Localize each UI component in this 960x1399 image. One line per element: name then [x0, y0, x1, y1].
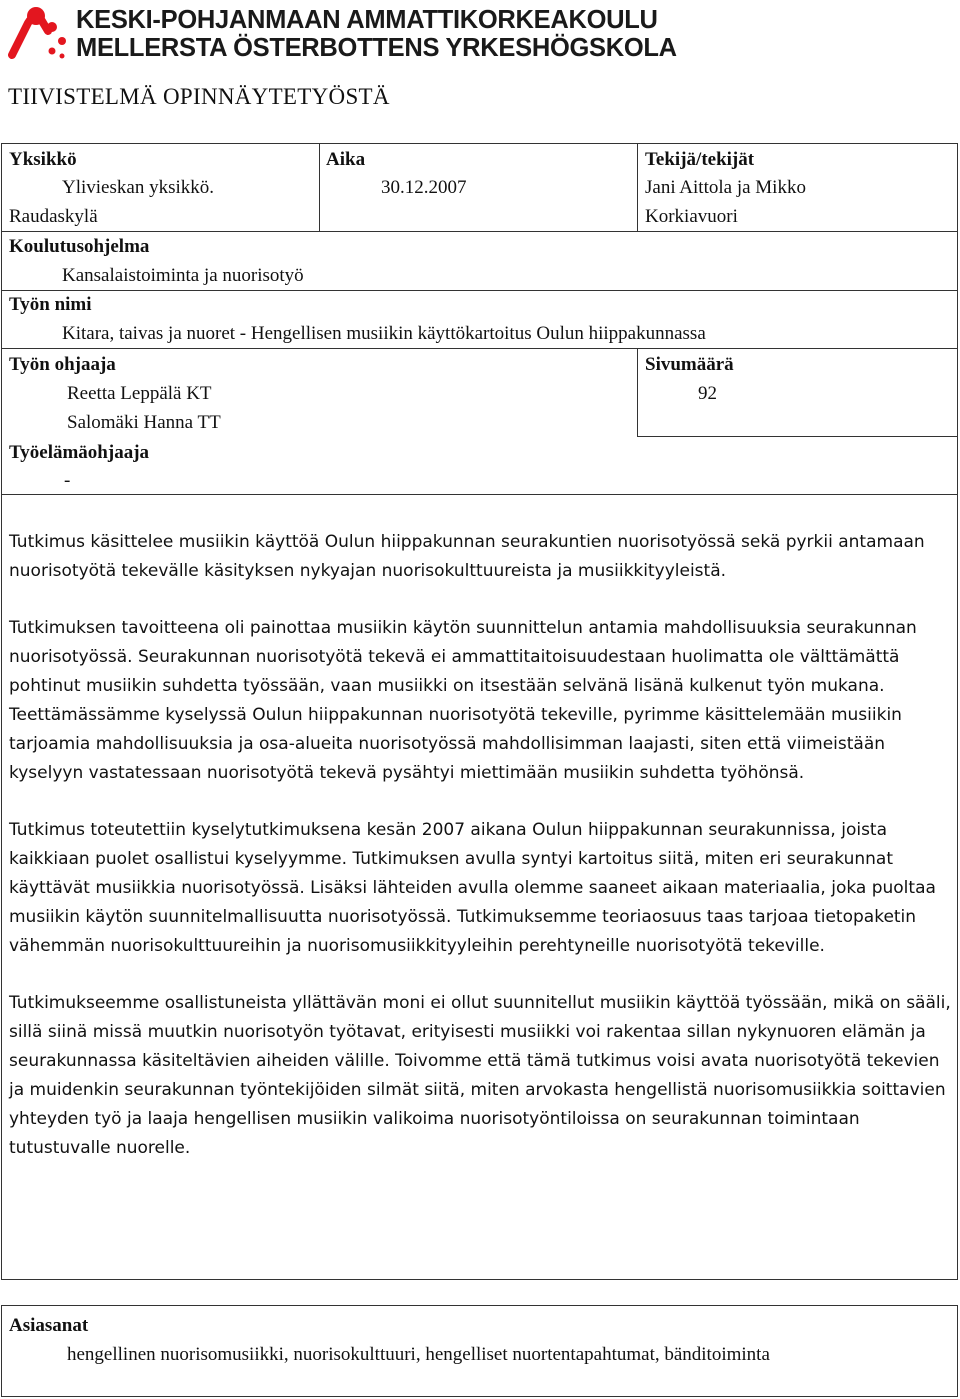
abstract-paragraph: Tutkimuksen tavoitteena oli painottaa musiikin käytön suunnittelun antamia mahdollisuuksia seurakunnan nuorisotyössä. Seurakunnan nuorisotyötä tekevä ei ammattitaitoisuudestaan huolimatta ole välttämättä pohtinut musiikin suhdetta työssään, vaan musiikki on itsestään selvänä lisänä kulkenut työn mukana. Teettämässämme kyselyssä Oulun hiippakunnan nuorisotyötä tekeville, pyrimme käsittelemään musiikin tarjoamia mahdollisuuksia ja osa-alueita nuorisotyössä mahdollisimman laajasti, siten että viimeistään kyselyyn vastatessaan nuorisotyötä tekevä pysähtyi miettimään musiikin suhdetta työhönsä.: [9, 618, 917, 783]
keywords-value: hengellinen nuorisomusiikki, nuorisokulttuuri, hengelliset nuortentapahtumat, bänditoiminta: [67, 1344, 770, 1365]
abstract-text: [9, 528, 954, 1191]
logo-text-line1: KESKI-POHJANMAAN AMMATTIKORKEAKOULU: [76, 6, 658, 34]
divider-row-3: [1, 348, 958, 349]
tyoelama-value: -: [64, 470, 71, 491]
ohjaaja-value: Reetta Leppälä KT: [67, 383, 212, 404]
sivumaara-value: 92: [698, 383, 717, 404]
ohjaaja-label: Työn ohjaaja: [9, 354, 116, 375]
page-title: TIIVISTELMÄ OPINNÄYTETYÖSTÄ: [8, 84, 390, 109]
logo-text-line2: MELLERSTA ÖSTERBOTTENS YRKESHÖGSKOLA: [76, 34, 677, 62]
yksikko-label: Yksikkö: [9, 149, 77, 170]
nimi-value: Kitara, taivas ja nuoret - Hengellisen musiikin käyttökartoitus Oulun hiippakunnassa: [62, 323, 706, 344]
abstract-paragraph: Tutkimus toteutettiin kyselytutkimuksena kesän 2007 aikana Oulun hiippakunnan seurakunnissa, joista kaikkiaan puolet osallistui kyselyymme. Tutkimuksen avulla syntyi kartoitus siitä, miten eri seurakunnat käyttävät musiikkia nuorisotyössä. Lisäksi lähteiden avulla olemme saaneet aikaan materiaalia, joka puoltaa musiikin käytön suunnitelmallisuutta nuorisotyössä. Tutkimuksemme teoriaosuus taas tarjoaa tietopaketin vähemmän nuorisokulttuureihin ja nuorisomusiikkityyleihin perehtyneille nuorisotyötä tekeville.: [9, 820, 936, 956]
tekija-label: Tekijä/tekijät: [645, 149, 755, 170]
nimi-label: Työn nimi: [9, 294, 92, 315]
school-logo: [8, 3, 677, 63]
sivumaara-label: Sivumäärä: [645, 354, 734, 375]
divider-col-sivumaara: [637, 348, 638, 436]
koulutus-label: Koulutusohjelma: [9, 236, 150, 257]
divider-row-4: [637, 436, 958, 437]
koulutus-value: Kansalaistoiminta ja nuorisotyö: [62, 265, 304, 286]
abstract-paragraph: Tutkimukseemme osallistuneista yllättävän moni ei ollut suunnitellut musiikin käyttöä työssään, mikä on sääli, sillä siinä missä muutkin nuorisotyön työtavat, erityisesti musiikki voi rakentaa sillan nykynuoren elämän ja seurakunnassa käsiteltävien aiheiden välille. Toivomme että tämä tutkimus voisi avata nuorisotyötä tekevien ja muidenkin seurakunnan työntekijöiden silmät siitä, miten arvokasta hengellistä nuorisomusiikkia soittavien yhteyden työ ja laaja hengellisen musiikin valikoima nuorisotyöntiloissa on seurakunnan toimintaan tutustuvalle nuorelle.: [9, 993, 951, 1158]
ohjaaja-value-2: Salomäki Hanna TT: [67, 412, 221, 433]
divider-row-2: [1, 290, 958, 291]
tyoelama-label: Työelämäohjaaja: [9, 442, 150, 463]
tekija-value: Jani Aittola ja Mikko: [645, 177, 806, 198]
abstract-paragraph: Tutkimus käsittelee musiikin käyttöä Oulun hiippakunnan seurakuntien nuorisotyössä sekä pyrkii antamaan nuorisotyötä tekevälle käsityksen nykyajan nuorisokulttuureista ja musiikkityyleistä.: [9, 532, 925, 581]
school-logo-icon: [8, 3, 70, 61]
aika-label: Aika: [326, 149, 366, 170]
yksikko-value-cont: Raudaskylä: [9, 206, 98, 227]
keywords-label: Asiasanat: [9, 1315, 89, 1336]
divider-col-tekija: [637, 143, 638, 231]
tekija-value-cont: Korkiavuori: [645, 206, 738, 227]
divider-col-aika: [319, 143, 320, 231]
yksikko-value: Ylivieskan yksikkö.: [62, 177, 214, 198]
aika-value: 30.12.2007: [381, 177, 467, 198]
